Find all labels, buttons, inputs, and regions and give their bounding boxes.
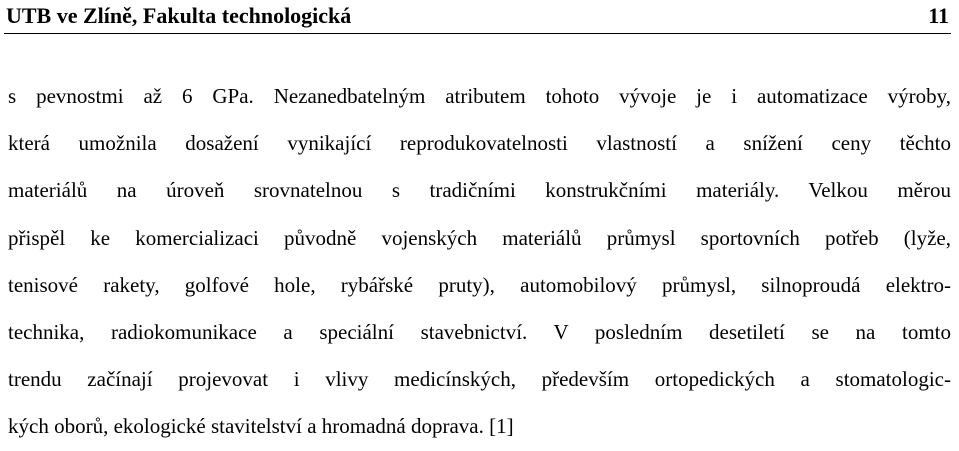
text-line: kých oborů, ekologické stavitelství a hromadná doprava. [1] — [8, 414, 514, 439]
header-title: UTB ve Zlíně, Fakulta technologická — [6, 3, 352, 28]
header-rule — [4, 33, 951, 34]
text-line: technika, radiokomunikace a speciální stavebnictví. V posledním desetiletí se na tomto — [8, 319, 951, 344]
text-line: s pevnostmi až 6 GPa. Nezanedbatelným atributem tohoto vývoje je i automatizace výroby, — [8, 84, 951, 108]
text-line: přispěl ke komercializaci původně vojenských materiálů průmysl sportovních potřeb (lyže, — [8, 225, 951, 250]
text-line: materiálů na úroveň srovnatelnou s tradičními konstrukčními materiály. Velkou měrou — [8, 178, 951, 203]
text-line: která umožnila dosažení vynikající reprodukovatelnosti vlastností a snížení ceny těchto — [8, 131, 951, 156]
body-paragraph — [8, 73, 951, 451]
page-header — [6, 2, 949, 30]
text-line: tenisové rakety, golfové hole, rybářské pruty), automobilový průmysl, silnoproudá elektro- — [8, 272, 951, 297]
page-number: 11 — [928, 3, 949, 28]
text-line: trendu začínají projevovat i vlivy medicínských, především ortopedických a stomatologic- — [8, 367, 951, 392]
